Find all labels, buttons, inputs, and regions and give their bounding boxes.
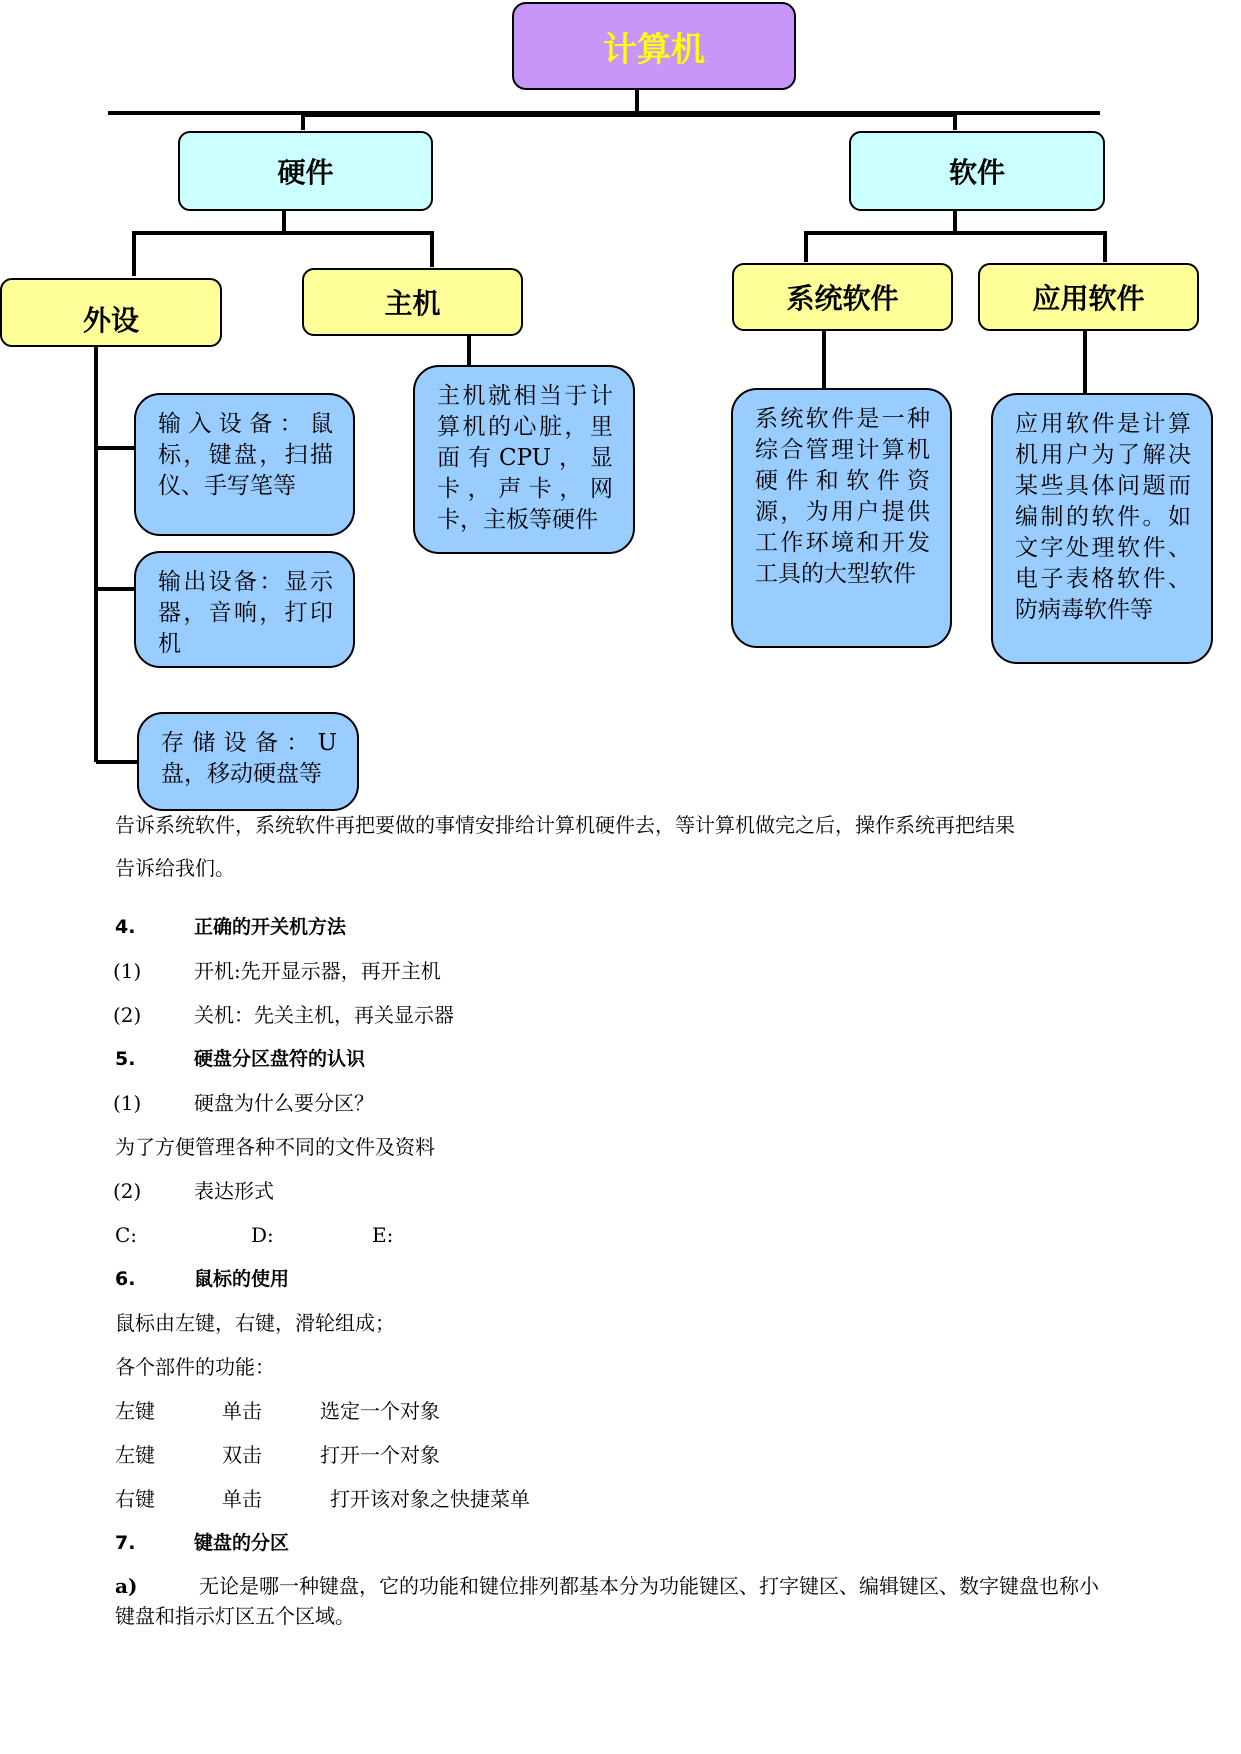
section-4-item-2-number: (2) — [113, 1003, 142, 1027]
section-7-item-a-text: 无论是哪一种键盘，它的功能和键位排列都基本分为功能键区、打字键区、编辑键区、数字键盘也称小键盘和指示灯区五个区域。 — [115, 1574, 1099, 1628]
section-5-item-1: 硬盘为什么要分区？ — [194, 1091, 374, 1115]
section-5-item-1-number: (1) — [113, 1091, 142, 1115]
node-system-software: 系统软件 — [732, 263, 953, 331]
mouse-row-2-result: 打开一个对象 — [320, 1443, 440, 1467]
section-7-item-a-label: a) — [115, 1574, 138, 1598]
mouse-row-3-result: 打开该对象之快捷菜单 — [330, 1487, 530, 1511]
section-4-number: 4. — [115, 916, 136, 938]
section-6-line-1: 鼠标由左键，右键，滑轮组成； — [115, 1311, 395, 1335]
section-5-item-2-number: (2) — [113, 1179, 142, 1203]
section-7-title: 键盘的分区 — [194, 1532, 290, 1554]
intro-line-2: 告诉给我们。 — [115, 856, 235, 880]
section-6-line-2: 各个部件的功能： — [115, 1355, 275, 1379]
section-4-item-1-number: (1) — [113, 959, 142, 983]
section-5-title: 硬盘分区盘符的认识 — [194, 1048, 366, 1070]
node-peripherals: 外设 — [0, 278, 222, 347]
section-5-item-2: 表达形式 — [194, 1179, 274, 1203]
section-7-paragraph — [115, 1571, 1105, 1631]
section-5-number: 5. — [115, 1048, 136, 1070]
section-6-number: 6. — [115, 1268, 136, 1290]
mouse-row-2-action: 双击 — [222, 1443, 262, 1467]
node-application-software: 应用软件 — [978, 263, 1199, 331]
section-4-item-2: 关机：先关主机，再关显示器 — [194, 1003, 454, 1027]
mouse-row-1-key: 左键 — [115, 1399, 155, 1423]
desc-output-devices: 输出设备：显示器，音响，打印机 — [134, 551, 355, 668]
desc-host: 主机就相当于计算机的心脏，里面有CPU，显卡，声卡，网卡，主板等硬件 — [413, 365, 635, 554]
section-4-item-1: 开机:先开显示器，再开主机 — [194, 959, 441, 983]
node-hardware: 硬件 — [178, 131, 433, 211]
desc-system-software: 系统软件是一种综合管理计算机硬件和软件资源，为用户提供工作环境和开发工具的大型软件 — [731, 388, 952, 648]
section-4-title: 正确的开关机方法 — [194, 916, 347, 938]
node-host: 主机 — [302, 268, 523, 336]
intro-line-1: 告诉系统软件，系统软件再把要做的事情安排给计算机硬件去，等计算机做完之后，操作系统再把结果 — [115, 813, 1015, 837]
desc-storage-devices: 存储设备：U盘，移动硬盘等 — [137, 712, 359, 811]
desc-input-devices: 输入设备：鼠标，键盘，扫描仪、手写笔等 — [134, 393, 355, 536]
mouse-row-2-key: 左键 — [115, 1443, 155, 1467]
section-6-title: 鼠标的使用 — [194, 1268, 290, 1290]
drive-letter-e: E: — [372, 1223, 394, 1247]
root-node-computer: 计算机 — [512, 2, 796, 90]
node-software: 软件 — [849, 131, 1105, 211]
mouse-row-1-action: 单击 — [222, 1399, 262, 1423]
mouse-row-3-key: 右键 — [115, 1487, 155, 1511]
desc-application-software: 应用软件是计算机用户为了解决某些具体问题而编制的软件。如文字处理软件、电子表格软件、防病毒软件等 — [991, 393, 1213, 664]
section-5-answer: 为了方便管理各种不同的文件及资料 — [115, 1135, 435, 1159]
mouse-row-3-action: 单击 — [222, 1487, 262, 1511]
drive-letter-c: C: — [115, 1223, 138, 1247]
mouse-row-1-result: 选定一个对象 — [320, 1399, 440, 1423]
drive-letter-d: D: — [251, 1223, 274, 1247]
section-7-number: 7. — [115, 1532, 136, 1554]
